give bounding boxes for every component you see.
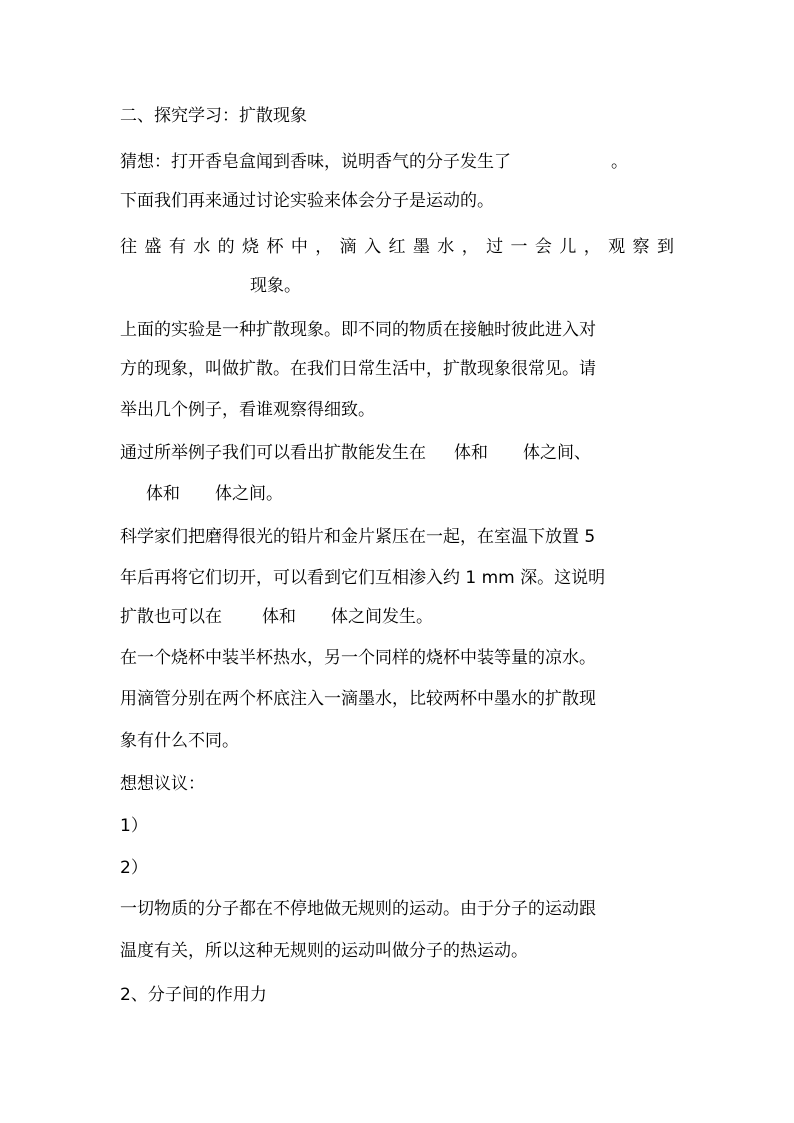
guess-end: 。 [611,152,628,172]
ink-experiment-char: 观 [608,237,626,257]
section-heading: 二、探究学习：扩散现象 [120,106,307,126]
definition-line-3: 举出几个例子，看谁观察得细致。 [120,400,375,420]
ink-experiment-char: 水 [193,237,211,257]
guess-line [120,150,680,174]
examples-text-3: 体之间、 [523,443,591,463]
ink-experiment-char: 往 [120,237,137,257]
ink-experiment-char: ， [461,237,479,257]
ink-experiment-char: 一 [510,237,528,257]
definition-line-2: 方的现象，叫做扩散。在我们日常生活中，扩散现象很常见。请 [120,359,596,379]
ink-experiment-char: 入 [364,237,382,257]
examples-text-2: 体和 [454,443,488,463]
ink-experiment-char: 察 [632,237,650,257]
ink-experiment-char: 红 [388,237,406,257]
definition-line-1: 上面的实验是一种扩散现象。即不同的物质在接触时彼此进入对 [120,320,596,340]
ink-experiment-line [120,235,674,259]
ink-experiment-char: 滴 [339,237,357,257]
lead-gold-line-2: 年后再将它们切开，可以看到它们互相渗入约 1 mm 深。这说明 [120,568,606,588]
ink-experiment-char: 过 [486,237,504,257]
lead-gold-line-1: 科学家们把磨得很光的铅片和金片紧压在一起，在室温下放置 5 [120,527,596,547]
ink-experiment-char: 会 [534,237,552,257]
examples-line-1 [120,441,680,465]
intro-line: 下面我们再来通过讨论实验来体会分子是运动的。 [120,191,494,211]
lead-gold-text-1: 扩散也可以在 [120,607,222,627]
ink-experiment-char: 中 [290,237,308,257]
examples-line-2 [146,482,706,506]
ink-experiment-char: 水 [437,237,455,257]
ink-experiment-char: 墨 [412,237,430,257]
ink-experiment-char: 到 [656,237,674,257]
ink-experiment-char: ， [583,237,601,257]
examples-text-1: 通过所举例子我们可以看出扩散能发生在 [120,443,426,463]
temperature-line-2: 用滴管分别在两个杯底注入一滴墨水，比较两杯中墨水的扩散现 [120,689,596,709]
lead-gold-line-3 [120,605,680,629]
guess-text: 猜想：打开香皂盒闻到香味，说明香气的分子发生了 [120,152,511,172]
discuss-item-2: 2） [120,858,148,878]
temperature-line-3: 象有什么不同。 [120,731,239,751]
lead-gold-text-2: 体和 [262,607,296,627]
discuss-item-1: 1） [120,816,148,836]
ink-experiment-char: 儿 [559,237,577,257]
ink-experiment-char: 有 [168,237,186,257]
lead-gold-text-3: 体之间发生。 [331,607,433,627]
conclusion-line-1: 一切物质的分子都在不停地做无规则的运动。由于分子的运动跟 [120,899,596,919]
ink-experiment-char: 烧 [242,237,260,257]
ink-experiment-char: 的 [217,237,235,257]
temperature-line-1: 在一个烧杯中装半杯热水，另一个同样的烧杯中装等量的凉水。 [120,648,596,668]
examples-text-5: 体之间。 [215,484,283,504]
ink-experiment-char: 盛 [144,237,162,257]
ink-experiment-cont: 现象。 [250,276,301,296]
section2-heading: 2、分子间的作用力 [120,985,267,1005]
examples-text-4: 体和 [146,484,180,504]
discuss-title: 想想议议： [120,774,205,794]
conclusion-line-2: 温度有关，所以这种无规则的运动叫做分子的热运动。 [120,941,528,961]
ink-experiment-char: ， [315,237,333,257]
ink-experiment-char: 杯 [266,237,284,257]
